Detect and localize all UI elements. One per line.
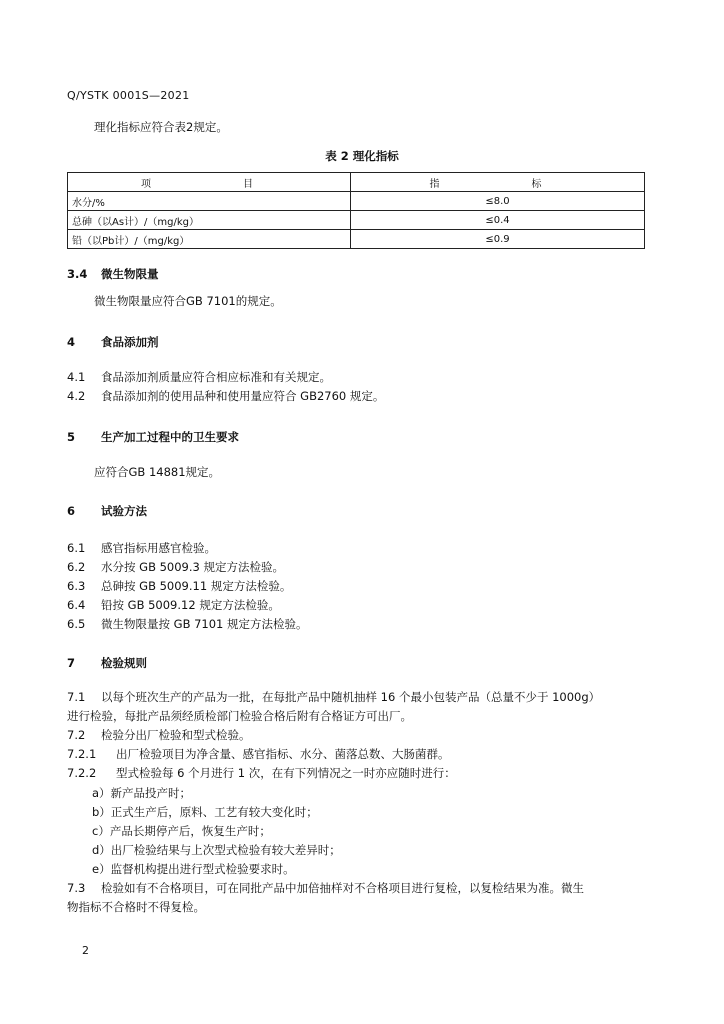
section-heading-6: 6 试验方法 [67, 504, 147, 518]
list-item: b）正式生产后，原料、工艺有较大变化时； [92, 805, 318, 819]
standard-code: Q/YSTK 0001S—2021 [67, 89, 190, 102]
paragraph-7-1-continued: 进行检验，每批产品须经质检部门检验合格后附有合格证方可出厂。 [67, 709, 412, 723]
table-header-row [68, 173, 645, 192]
section-heading-3-4: 3.4 微生物限量 [67, 267, 159, 281]
table-row [68, 230, 645, 249]
row-value: ≤0.4 [351, 211, 645, 230]
list-item: a）新产品投产时； [92, 786, 192, 800]
section-5-text: 应符合GB 14881规定。 [94, 465, 221, 479]
paragraph-7-3-continued: 物指标不合格时不得复检。 [67, 900, 205, 914]
row-item: 水分/% [68, 192, 351, 211]
list-item: d）出厂检验结果与上次型式检验有较大差异时； [92, 843, 341, 857]
column-header-item: 项 目 [68, 173, 351, 192]
row-value: ≤8.0 [351, 192, 645, 211]
row-item: 总砷（以As计）/（mg/kg） [68, 211, 351, 230]
section-heading-7: 7 检验规则 [67, 656, 147, 670]
row-value: ≤0.9 [351, 230, 645, 249]
table-title: 表 2 理化指标 [325, 149, 399, 163]
table-row [68, 211, 645, 230]
list-item: e）监督机构提出进行型式检验要求时。 [92, 862, 295, 876]
list-item: c）产品长期停产后，恢复生产时； [92, 824, 271, 838]
section-heading-4: 4 食品添加剂 [67, 335, 159, 349]
intro-text: 理化指标应符合表2规定。 [94, 120, 228, 134]
table-row [68, 192, 645, 211]
column-header-value: 指 标 [351, 173, 645, 192]
row-item: 铅（以Pb计）/（mg/kg） [68, 230, 351, 249]
page-number: 2 [82, 944, 89, 957]
document-page: Q/YSTK 0001S—2021 理化指标应符合表2规定。 表 2 理化指标 项 目 指 标 水分/% ≤8.0 总砷（以As计）/（mg/kg） ≤0.4 铅（以Pb计）/（mg/kg） ≤0.9 3.4 微生物限量 微生物限量应符合GB 7101的规定。 4 食品添加剂 4.1 食品添加剂质量应符合相应标准和有关规定。 4.2 食品添加剂的使用品种和使用量应符合 GB2760 规定。 5 生产加工过程中的卫生要求 应符合GB 14881规定。 6 试验方法 6.1 感官指标用感官检验。 6.2 水分按 GB 5009.3 规定方法检验。 6.3 总砷按 GB 5009.11 规定方法检验。 6.4 铅按 GB 5009.12 规定方法检验。 6.5 微生物限量按 GB 7101 规定方法检验。 7 检验规则 7.1 以每个班次生产的产品为一批，在每批产品中随机抽样 16 个最小包装产品（总量不少于 1000g） 进行检验，每批产品须经质检部门检验合格后附有合格证方可出厂。 7.2 检验分出厂检验和型式检验。 7.2.1 出厂检验项目为净含量、感官指标、水分、菌落总数、大肠菌群。 7.2.2 型式检验每 6 个月进行 1 次，在有下列情况之一时亦应随时进行： a）新产品投产时； b）正式生产后，原料、工艺有较大变化时； c）产品长期停产后，恢复生产时； d）出厂检验结果与上次型式检验有较大差异时； e）监督机构提出进行型式检验要求时。 7.3 检验如有不合格项目，可在同批产品中加倍抽样对不合格项目进行复检，以复检结果为准。微生 物指标不合格时不得复检。 2 [0, 0, 724, 1024]
section-heading-5: 5 生产加工过程中的卫生要求 [67, 430, 239, 444]
spec-table [67, 172, 645, 249]
section-3-4-text: 微生物限量应符合GB 7101的规定。 [94, 294, 282, 308]
